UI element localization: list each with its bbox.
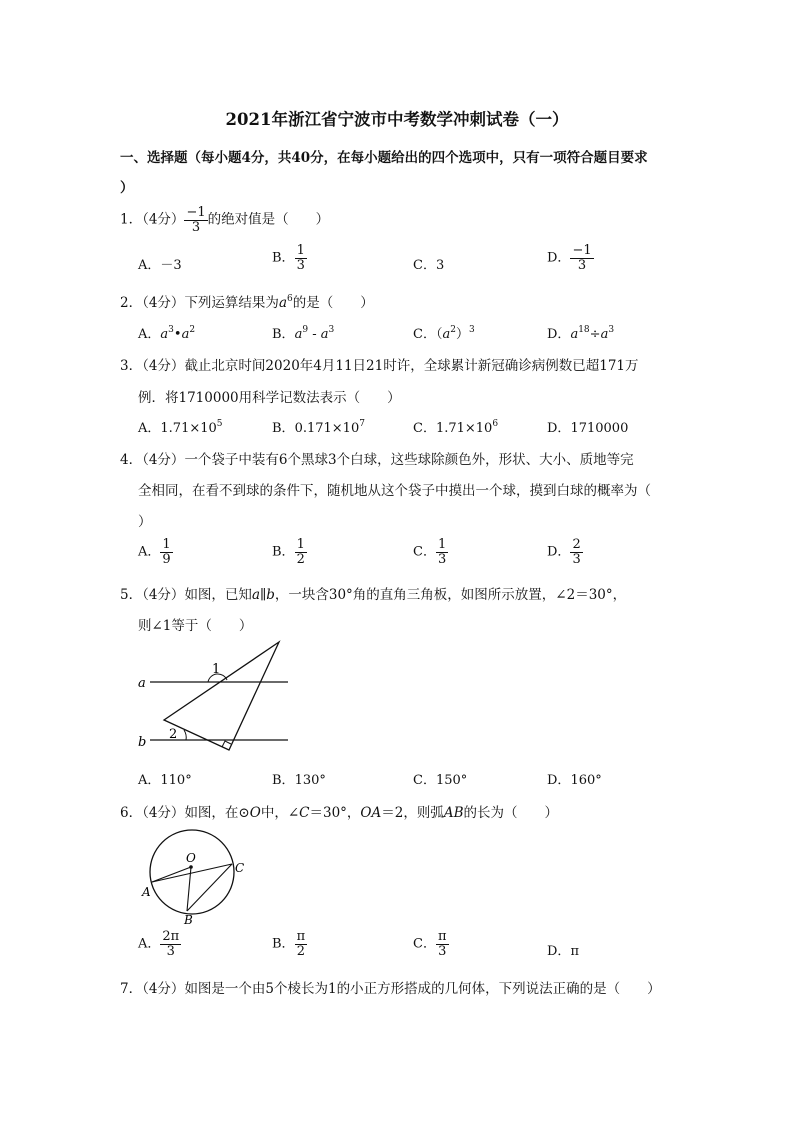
label-1: 1 [212,662,221,677]
label-2: 2 [169,727,178,742]
label-b: b [138,735,147,750]
fraction: $\frac{1}{3}$ [437,537,447,567]
option-b: B． $\frac{\pi}{2}$ [272,929,306,959]
fraction: $\frac{-1}{3}$ [186,205,206,235]
option-d: D．1710000 [547,421,629,436]
question-4-cont: 全相同，在看不到球的条件下，随机地从这个袋子中摸出一个球，摸到白球的概率为（ [138,483,651,499]
question-2: 2．（4分）下列运算结果为$a^6$的是（ ） [120,294,374,311]
label-a: A [142,885,151,899]
option-c: C．3 [413,258,445,273]
option-d: D． $\frac{-1}{3}$ [547,243,592,273]
section-heading-cont: ） [120,180,134,196]
option-b: B． $\frac{1}{2}$ [272,537,305,567]
fraction: $\frac{1}{3}$ [296,243,305,273]
segment-bc [187,864,232,911]
triangle-plate [164,642,279,750]
option-d: D．160° [547,773,602,788]
option-d: D．π [547,944,579,959]
question-7: 7．（4分）如图是一个由5个棱长为1的小正方形搭成的几何体，下列说法正确的是（ ） [120,981,661,997]
question-4-cont2: ） [138,514,152,530]
option-c: C．$1.71\times 10^6$ [413,419,499,436]
option-a: A．$1.71\times 10^5$ [138,419,223,436]
question-1 [120,206,329,234]
circle-figure [136,826,256,928]
question-text: 的绝对值是（ ） [207,211,330,228]
option-c: C． $\frac{1}{3}$ [413,537,447,567]
label-o: O [186,851,196,865]
question-number: 1．（4分） [120,211,185,228]
fraction: $\frac{-1}{3}$ [572,243,592,273]
fraction: $\frac{\pi}{2}$ [296,929,306,959]
fraction: $\frac{2}{3}$ [572,537,581,567]
option-a: A．$a^3•a^2$ [138,325,196,342]
fraction: $\frac{1}{2}$ [296,537,305,567]
option-b: B．$0.171\times 10^7$ [272,419,365,436]
question-3: 3．（4分）截止北京时间2020年4月11日21时许，全球累计新冠确诊病例数已超171万 [120,358,639,374]
fraction: $\frac{2\pi}{3}$ [162,929,180,959]
right-angle-mark [222,741,231,747]
option-d: D． $\frac{2}{3}$ [547,537,581,567]
question-3-cont: 例．将1710000用科学记数法表示（ ） [138,390,401,406]
question-5-cont: 则∠1等于（ ） [138,618,253,634]
angle-2-arc [184,730,186,740]
option-c: C．$(a^2)^3$ [413,325,475,342]
option-b: B．130° [272,773,326,788]
option-d: D．$a^{18}\div a^3$ [547,325,615,342]
option-b: B．$a^9 - a^3$ [272,325,335,342]
question-5: 5．（4分）如图，已知a∥b，一块含30°角的直角三角板，如图所示放置，∠2＝30°， [120,587,627,603]
label-c: C [235,861,245,875]
option-b: B． $\frac{1}{3}$ [272,243,305,273]
question-4: 4．（4分）一个袋子中装有6个黑球3个白球，这些球除颜色外，形状、大小、质地等完 [120,452,634,468]
section-heading: 一、选择题（每小题4分，共40分，在每小题给出的四个选项中，只有一项符合题目要求 [120,150,648,166]
option-a: A． $\frac{2\pi}{3}$ [138,929,180,959]
fraction: $\frac{\pi}{3}$ [437,929,447,959]
label-b: B [184,913,193,927]
fraction: $\frac{1}{9}$ [162,537,171,567]
option-a: A． $\frac{1}{9}$ [138,537,171,567]
question-6: 6．（4分）如图，在⊙O中，∠C＝30°，OA＝2，则弧AB的长为（ ） [120,805,559,821]
parallel-lines-triangle-figure [132,638,302,758]
label-a: a [138,676,146,691]
option-a: A．－3 [138,258,182,273]
page-title: 2021年浙江省宁波市中考数学冲刺试卷（一） [225,110,569,129]
option-c: C．150° [413,773,468,788]
option-a: A．110° [138,773,192,788]
circle-o [150,830,234,914]
option-c: C． $\frac{\pi}{3}$ [413,929,447,959]
